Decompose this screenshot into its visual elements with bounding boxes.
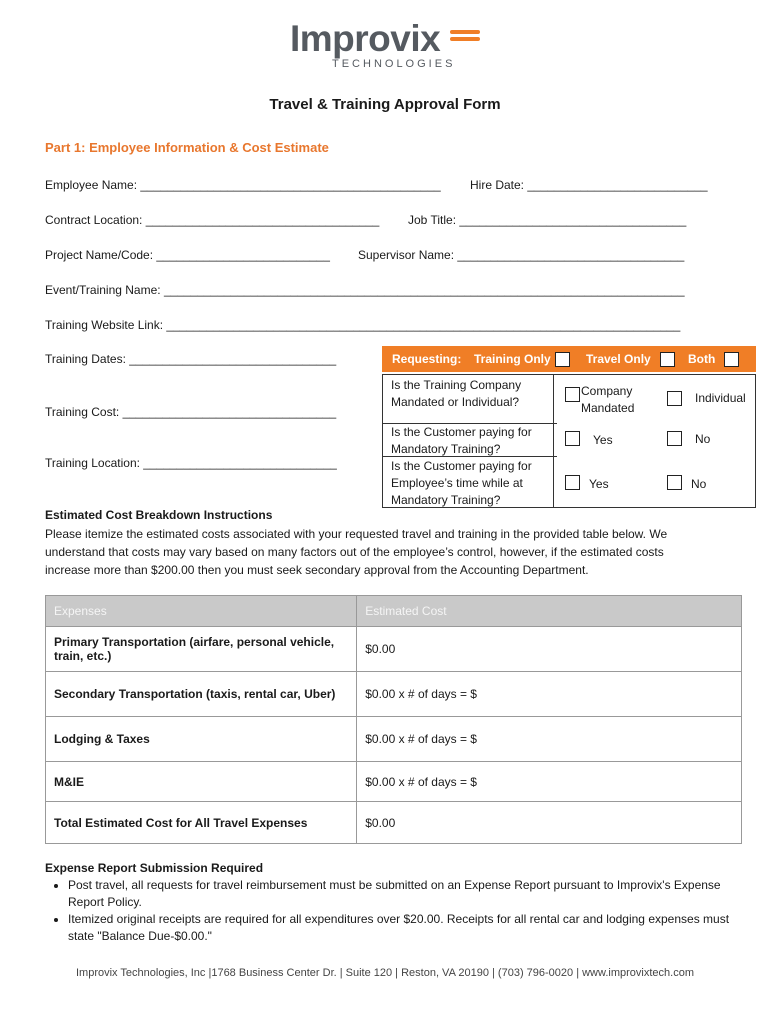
travel-only-checkbox[interactable] [660,352,675,367]
q3-yes-label: Yes [589,477,609,491]
form-title: Travel & Training Approval Form [269,96,501,113]
supervisor-name-field[interactable]: Supervisor Name: __________________________________ [358,248,685,262]
contract-location-field[interactable]: Contract Location: ___________________________________ [45,213,380,227]
training-location-field[interactable]: Training Location: _____________________________ [45,456,337,470]
logo-subtitle: TECHNOLOGIES [332,58,456,70]
expense-table [45,595,742,844]
both-label: Both [688,352,716,366]
both-checkbox[interactable] [724,352,739,367]
q3-text: Is the Customer paying for Employee’s time while at Mandatory Training? [391,459,532,507]
table-row [46,762,742,802]
estimated-cost-header: Estimated Cost [357,596,742,627]
table-row [46,627,742,672]
instructions-text: Please itemize the estimated costs associated with your requested travel and training in the provided table below. We understand that costs may vary based on many factors out of the employee’s control, however, if the estimated costs increase more than $200.00 then you must seek secondary approval from the Accounting Department. [45,527,668,577]
q2-yes-checkbox[interactable] [565,431,580,446]
company-mandated-checkbox[interactable] [565,387,580,402]
expense-label: Primary Transportation (airfare, personal vehicle, train, etc.) [46,627,357,672]
project-name-field[interactable]: Project Name/Code: __________________________ [45,248,330,262]
training-dates-field[interactable]: Training Dates: _______________________________ [45,352,337,366]
q1-text: Is the Training Company Mandated or Individual? [391,378,522,409]
expense-label: Secondary Transportation (taxis, rental car, Uber) [46,672,357,717]
table-row [46,717,742,762]
expense-value[interactable]: $0.00 [357,802,742,844]
training-only-checkbox[interactable] [555,352,570,367]
company-mandated-label: Company Mandated [581,384,635,415]
q3-yes-checkbox[interactable] [565,475,580,490]
q2-yes-label: Yes [593,433,613,447]
job-title-field[interactable]: Job Title: __________________________________ [408,213,687,227]
individual-checkbox[interactable] [667,391,682,406]
footer: Improvix Technologies, Inc |1768 Business Center Dr. | Suite 120 | Reston, VA 20190 | (703) 796-0020 | www.improvixtech.com [76,967,694,979]
part1-title: Part 1: Employee Information & Cost Estimate [45,140,329,155]
table-row [46,672,742,717]
list-item: • Itemized original receipts are required for all expenditures over $20.00. Receipts for all rental car and lodging expenses must state "Balance Due-$0.00." [68,911,735,945]
instructions-title: Estimated Cost Breakdown Instructions [45,508,273,522]
training-cost-field[interactable]: Training Cost: ________________________________ [45,405,337,419]
expense-value[interactable]: $0.00 x # of days = $ [357,717,742,762]
expense-table-header [46,596,742,627]
individual-label: Individual [695,391,746,405]
travel-only-label: Travel Only [586,352,651,366]
logo-wordmark: Improvix [290,18,441,59]
q3-no-label: No [691,477,707,491]
q3-no-checkbox[interactable] [667,475,682,490]
logo-accent-bars [450,30,480,48]
employee-name-field[interactable]: Employee Name: _____________________________________________ [45,178,441,192]
q2-text: Is the Customer paying for Mandatory Training? [391,425,532,456]
training-only-label: Training Only [474,352,551,366]
expense-value[interactable]: $0.00 x # of days = $ [357,762,742,802]
expenses-header: Expenses [46,596,357,627]
table-row [46,802,742,844]
hire-date-field[interactable]: Hire Date: ___________________________ [470,178,708,192]
requesting-label: Requesting: [392,352,462,366]
event-name-field[interactable]: Event/Training Name: ______________________________________________________________________________ [45,283,685,297]
list-item: • Post travel, all requests for travel reimbursement must be submitted on an Expense Report pursuant to Improvix's Expense Report Policy. [68,877,735,911]
expense-report-title: Expense Report Submission Required [45,861,264,875]
expense-label: Lodging & Taxes [46,717,357,762]
expense-value[interactable]: $0.00 x # of days = $ [357,672,742,717]
website-link-field[interactable]: Training Website Link: _____________________________________________________________________________ [45,318,681,332]
q2-no-checkbox[interactable] [667,431,682,446]
requesting-header [382,346,756,372]
expense-report-list [45,877,735,945]
expense-value[interactable]: $0.00 [357,627,742,672]
expense-label: M&IE [46,762,357,802]
company-logo [290,18,490,70]
expense-label: Total Estimated Cost for All Travel Expenses [46,802,357,844]
q2-no-label: No [695,432,711,446]
mandate-questions-box [382,374,756,508]
